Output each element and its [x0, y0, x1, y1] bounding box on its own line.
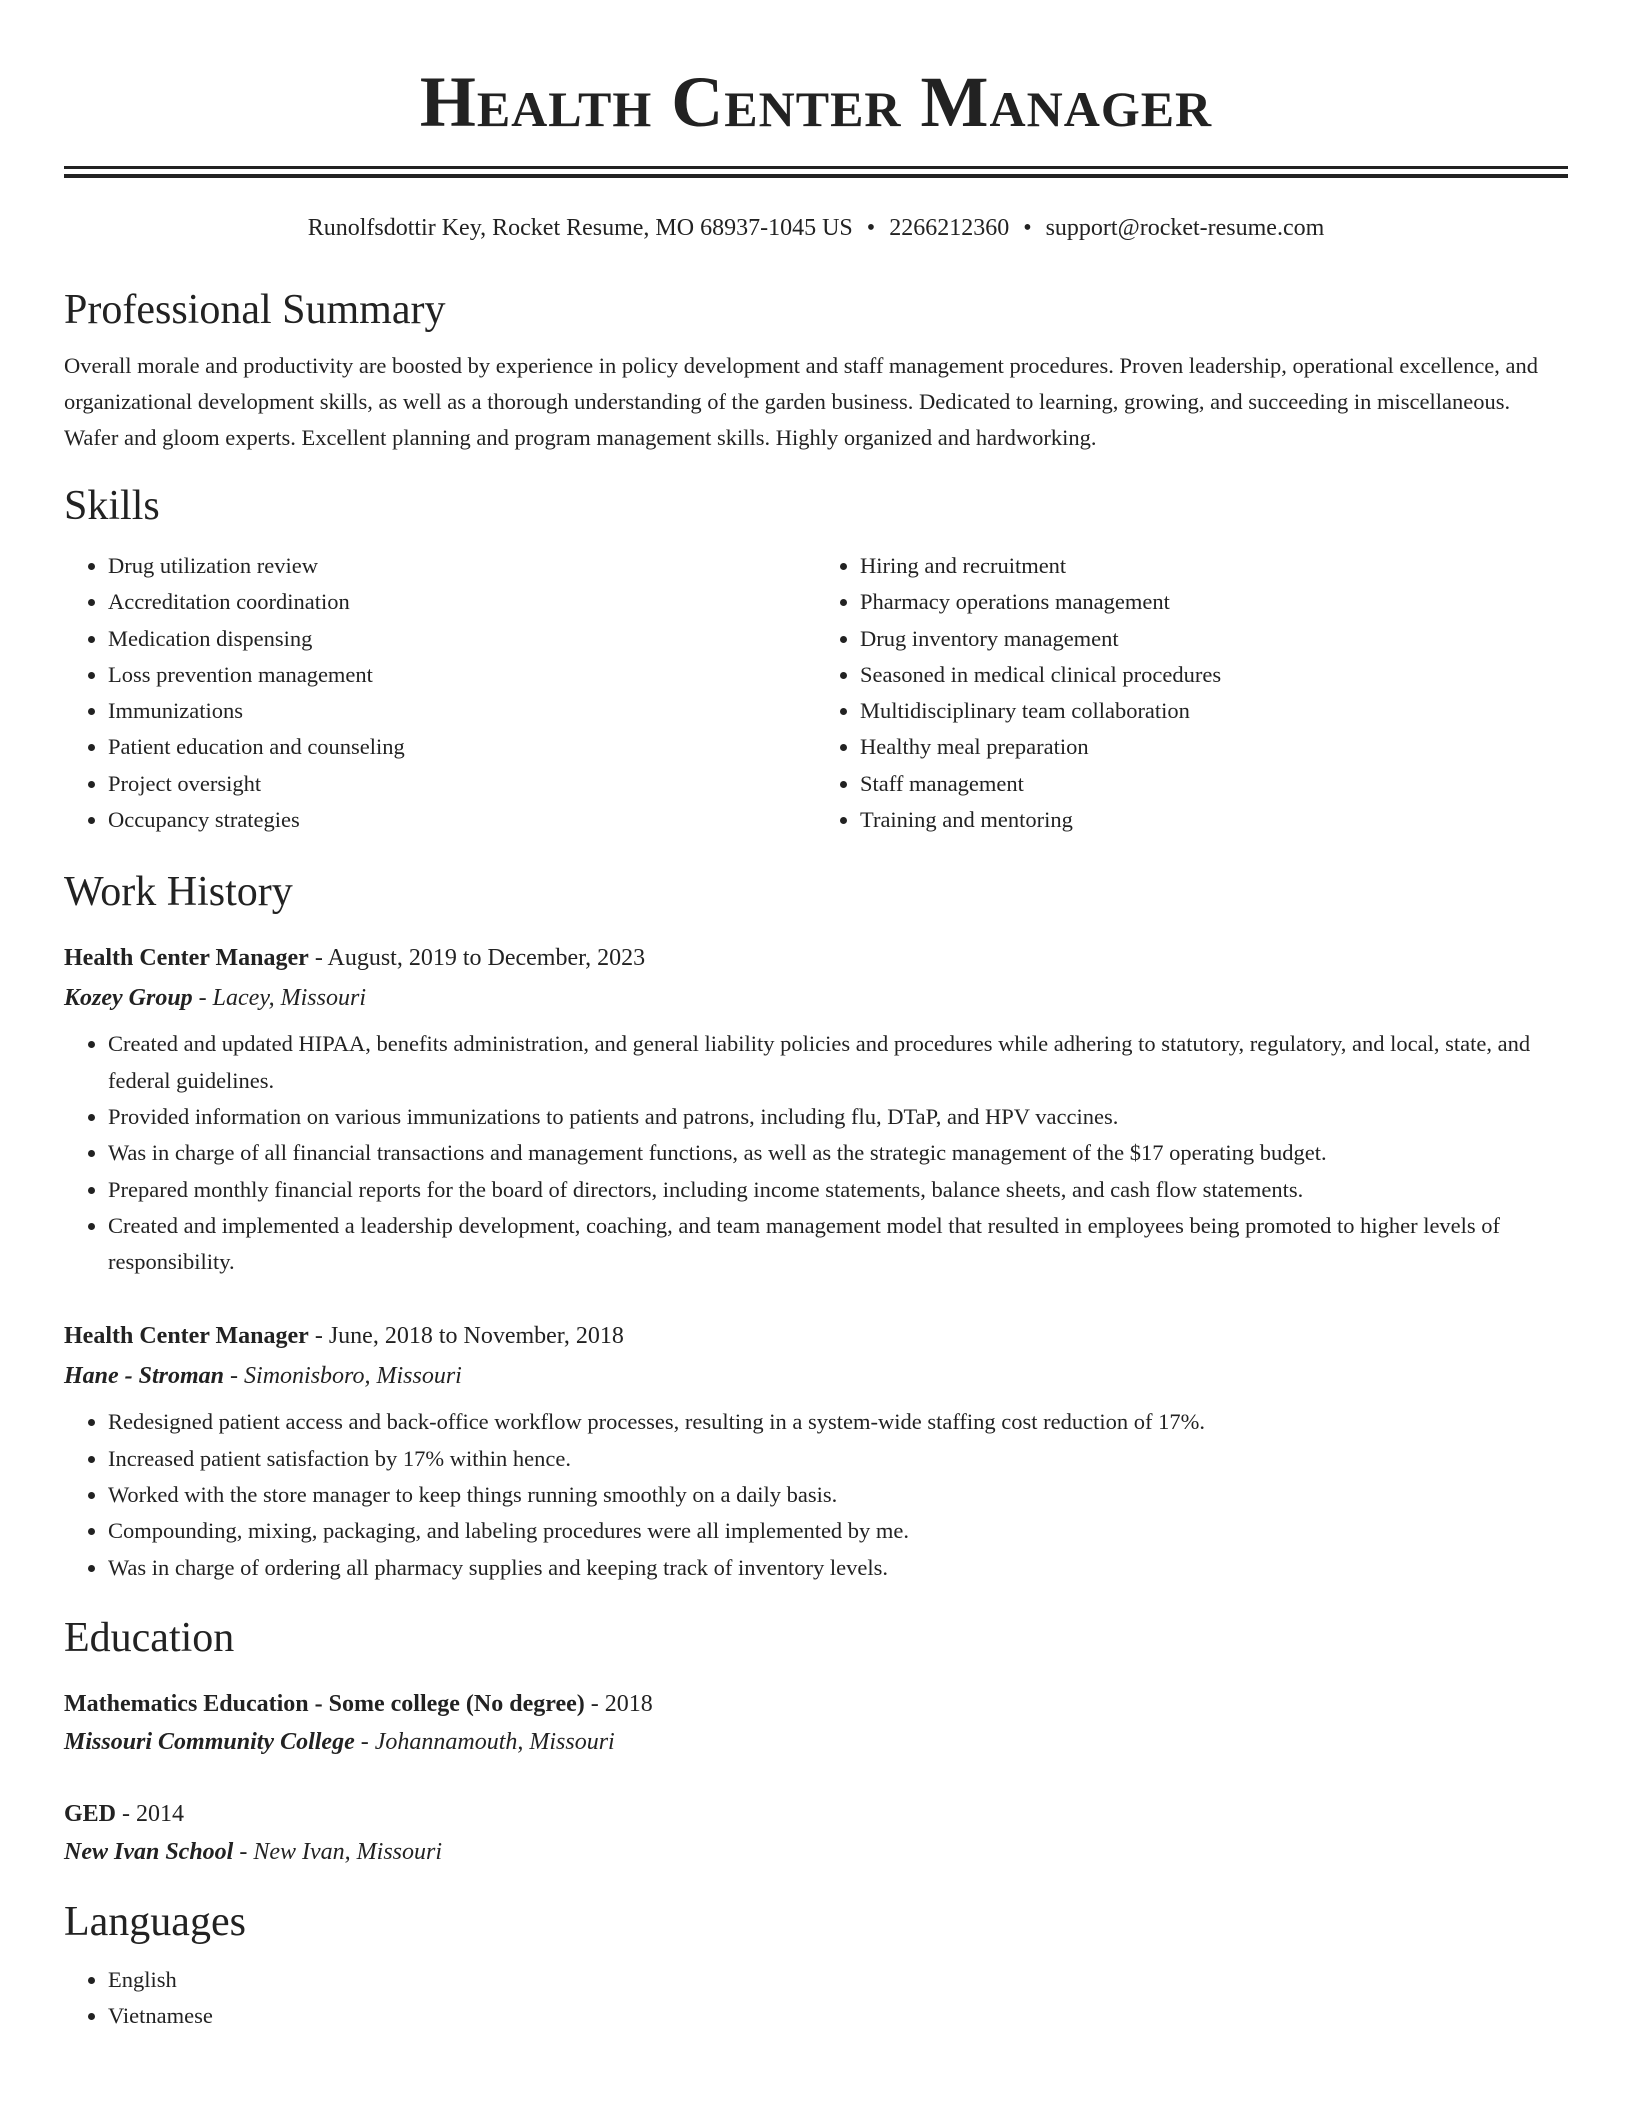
skill-item: • Occupancy strategies — [108, 802, 816, 838]
contact-separator: • — [1023, 215, 1032, 241]
languages-list — [64, 1962, 1568, 2035]
skill-item: • Accreditation coordination — [108, 584, 816, 620]
contact-line — [64, 212, 1568, 244]
skill-item: • Training and mentoring — [860, 802, 1568, 838]
languages-heading: Languages — [64, 1898, 246, 1945]
job-bullet: • Worked with the store manager to keep things running smoothly on a daily basis. — [108, 1477, 1568, 1513]
education-location: - Johannamouth, Missouri — [354, 1728, 615, 1755]
contact-email: support@rocket-resume.com — [1045, 215, 1325, 241]
job-dates: - June, 2018 to November, 2018 — [308, 1323, 624, 1350]
summary-heading: Professional Summary — [64, 287, 446, 333]
skill-item: • Loss prevention management — [108, 657, 816, 693]
skills-columns — [64, 548, 1568, 838]
education-year: - 2018 — [584, 1690, 653, 1717]
skill-item: • Hiring and recruitment — [860, 548, 1568, 584]
title-rule-top — [64, 166, 1568, 169]
job-location: - Simonisboro, Missouri — [224, 1363, 462, 1390]
job-dates: - August, 2019 to December, 2023 — [308, 945, 646, 972]
education-degree-line — [64, 1796, 1568, 1832]
skills-list-left — [64, 548, 816, 838]
skills-list-right — [816, 548, 1568, 838]
job-bullet: • Prepared monthly financial reports for the board of directors, including income statements, balance sheets, and cash flow statements. — [108, 1172, 1568, 1208]
language-item: • Vietnamese — [108, 1998, 1568, 2034]
language-item: • English — [108, 1962, 1568, 1998]
job-company: Hane - Stroman — [64, 1363, 225, 1390]
skill-item: • Drug utilization review — [108, 548, 816, 584]
job-company-line — [64, 1358, 1568, 1394]
job-bullet: • Compounding, mixing, packaging, and labeling procedures were all implemented by me. — [108, 1513, 1568, 1549]
contact-separator: • — [866, 215, 876, 241]
contact-address: Runolfsdottir Key, Rocket Resume, MO 68937-1045 US — [307, 215, 853, 241]
contact-phone: 2266212360 — [889, 215, 1010, 241]
education-school: Missouri Community College — [64, 1728, 355, 1755]
job-bullet: • Was in charge of ordering all pharmacy supplies and keeping track of inventory levels. — [108, 1550, 1568, 1586]
skill-item: • Project oversight — [108, 766, 816, 802]
job-bullets — [64, 1404, 1568, 1585]
job-company: Kozey Group — [64, 985, 193, 1012]
education-year: - 2014 — [116, 1800, 185, 1827]
job-bullet: • Was in charge of all financial transactions and management functions, as well as the strategic management of the $17 operating budget. — [108, 1135, 1568, 1171]
education-entry — [64, 1796, 1568, 1870]
skill-item: • Immunizations — [108, 693, 816, 729]
job-title: Health Center Manager — [64, 945, 309, 972]
work-history-heading: Work History — [64, 869, 293, 916]
job-title-line — [64, 1318, 1568, 1354]
education-degree-line — [64, 1686, 1568, 1722]
education-school-line — [64, 1834, 1568, 1870]
skill-item: • Multidisciplinary team collaboration — [860, 693, 1568, 729]
job-entry — [64, 940, 1568, 1280]
education-degree: Mathematics Education - Some college (No degree) — [64, 1690, 585, 1717]
job-bullet: • Created and updated HIPAA, benefits administration, and general liability policies and procedures while adhering to statutory, regulatory, and local, state, and federal guidelines. — [108, 1026, 1568, 1099]
job-bullet: • Increased patient satisfaction by 17% within hence. — [108, 1441, 1568, 1477]
job-bullet: • Redesigned patient access and back-office workflow processes, resulting in a system-wide staffing cost reduction of 17%. — [108, 1404, 1568, 1440]
job-title: Health Center Manager — [64, 1323, 309, 1350]
education-location: - New Ivan, Missouri — [233, 1838, 443, 1865]
job-company-line — [64, 980, 1568, 1016]
skill-item: • Medication dispensing — [108, 621, 816, 657]
skills-heading: Skills — [64, 483, 160, 529]
skill-item: • Staff management — [860, 766, 1568, 802]
skill-item: • Seasoned in medical clinical procedures — [860, 657, 1568, 693]
education-school: New Ivan School — [64, 1838, 234, 1865]
job-location: - Lacey, Missouri — [192, 985, 366, 1012]
job-title-line — [64, 940, 1568, 976]
education-heading: Education — [64, 1614, 235, 1661]
job-bullets — [64, 1026, 1568, 1280]
education-entry — [64, 1686, 1568, 1760]
skill-item: • Patient education and counseling — [108, 729, 816, 765]
skill-item: • Pharmacy operations management — [860, 584, 1568, 620]
education-degree: GED — [64, 1800, 117, 1827]
summary-text: Overall morale and productivity are boosted by experience in policy development and staff management procedures. Proven leadership, operational excellence, and organizational development skills, as well as a thorough understanding of the garden business. Dedicated to learning, growing, and succeeding in miscellaneous. Wafer and gloom experts. Excellent planning and program management skills. Highly organized and hardworking. — [64, 353, 1539, 450]
job-entry — [64, 1318, 1568, 1585]
job-bullet: • Created and implemented a leadership development, coaching, and team management model that resulted in employees being promoted to higher levels of responsibility. — [108, 1208, 1568, 1281]
job-bullet: • Provided information on various immunizations to patients and patrons, including flu, DTaP, and HPV vaccines. — [108, 1099, 1568, 1135]
education-school-line — [64, 1724, 1568, 1760]
skill-item: • Healthy meal preparation — [860, 729, 1568, 765]
title-rule-bottom — [64, 174, 1568, 178]
resume-title: Health Center Manager — [419, 62, 1213, 142]
skill-item: • Drug inventory management — [860, 621, 1568, 657]
